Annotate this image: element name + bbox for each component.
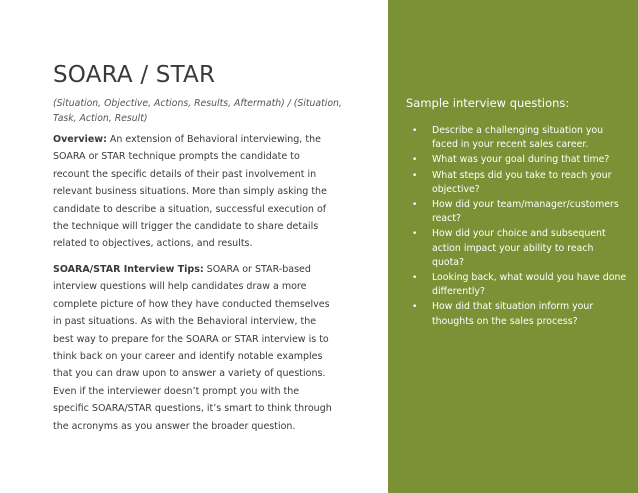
overview-label: Overview: xyxy=(53,134,107,145)
bullet-icon: • xyxy=(412,170,418,181)
tips-text: SOARA or STAR-based interview questions will help candidates draw a more complete picture of how they have conducted themselves in past situations. As with the Behavioral interview, the best way to prepare for the SOARA or STAR interview is to think back on your career and identify notable examples that you can draw upon to answer a variety of questions. Even if the interviewer doesn’t prompt you with the specific SOARA/STAR questions, it’s smart to think through the acronyms as you answer the broader question. xyxy=(53,264,332,432)
page-subtitle: (Situation, Objective, Actions, Results, Aftermath) / (Situation, Task, Action, Result) xyxy=(53,98,342,124)
list-item: • How did your team/manager/customers react? xyxy=(412,199,619,225)
overview-text: An extension of Behavioral interviewing, the SOARA or STAR technique prompts the candidate to recount the specific details of their past involvement in relevant business situations. More than simply asking the candidate to describe a situation, successful execution of the technique will trigger the candidate to share details related to objectives, actions, and results. xyxy=(53,134,327,250)
tips-label: SOARA/STAR Interview Tips: xyxy=(53,264,204,275)
list-item: • How did that situation inform your thoughts on the sales process? xyxy=(412,301,594,327)
bullet-icon: • xyxy=(412,126,418,136)
list-item: • What steps did you take to reach your objective? xyxy=(412,169,612,195)
bullet-icon: • xyxy=(412,200,418,211)
questions-list xyxy=(406,124,628,330)
bullet-icon: • xyxy=(412,155,418,166)
bullet-icon: • xyxy=(412,302,418,313)
list-item: • What was your goal during that time? xyxy=(406,153,628,167)
list-item: • How did your choice and subsequent action impact your ability to reach quota? xyxy=(412,228,606,268)
list-item: • Looking back, what would you have done differently? xyxy=(412,272,627,298)
tips-paragraph xyxy=(53,261,338,435)
overview-paragraph xyxy=(53,131,338,253)
list-item: • Describe a challenging situation you faced in your recent sales career. xyxy=(412,125,604,151)
bullet-icon: • xyxy=(412,229,418,240)
questions-panel xyxy=(388,0,638,493)
page-title: SOARA / STAR xyxy=(53,62,216,88)
questions-heading: Sample interview questions: xyxy=(406,96,570,110)
bullet-icon: • xyxy=(412,273,418,284)
